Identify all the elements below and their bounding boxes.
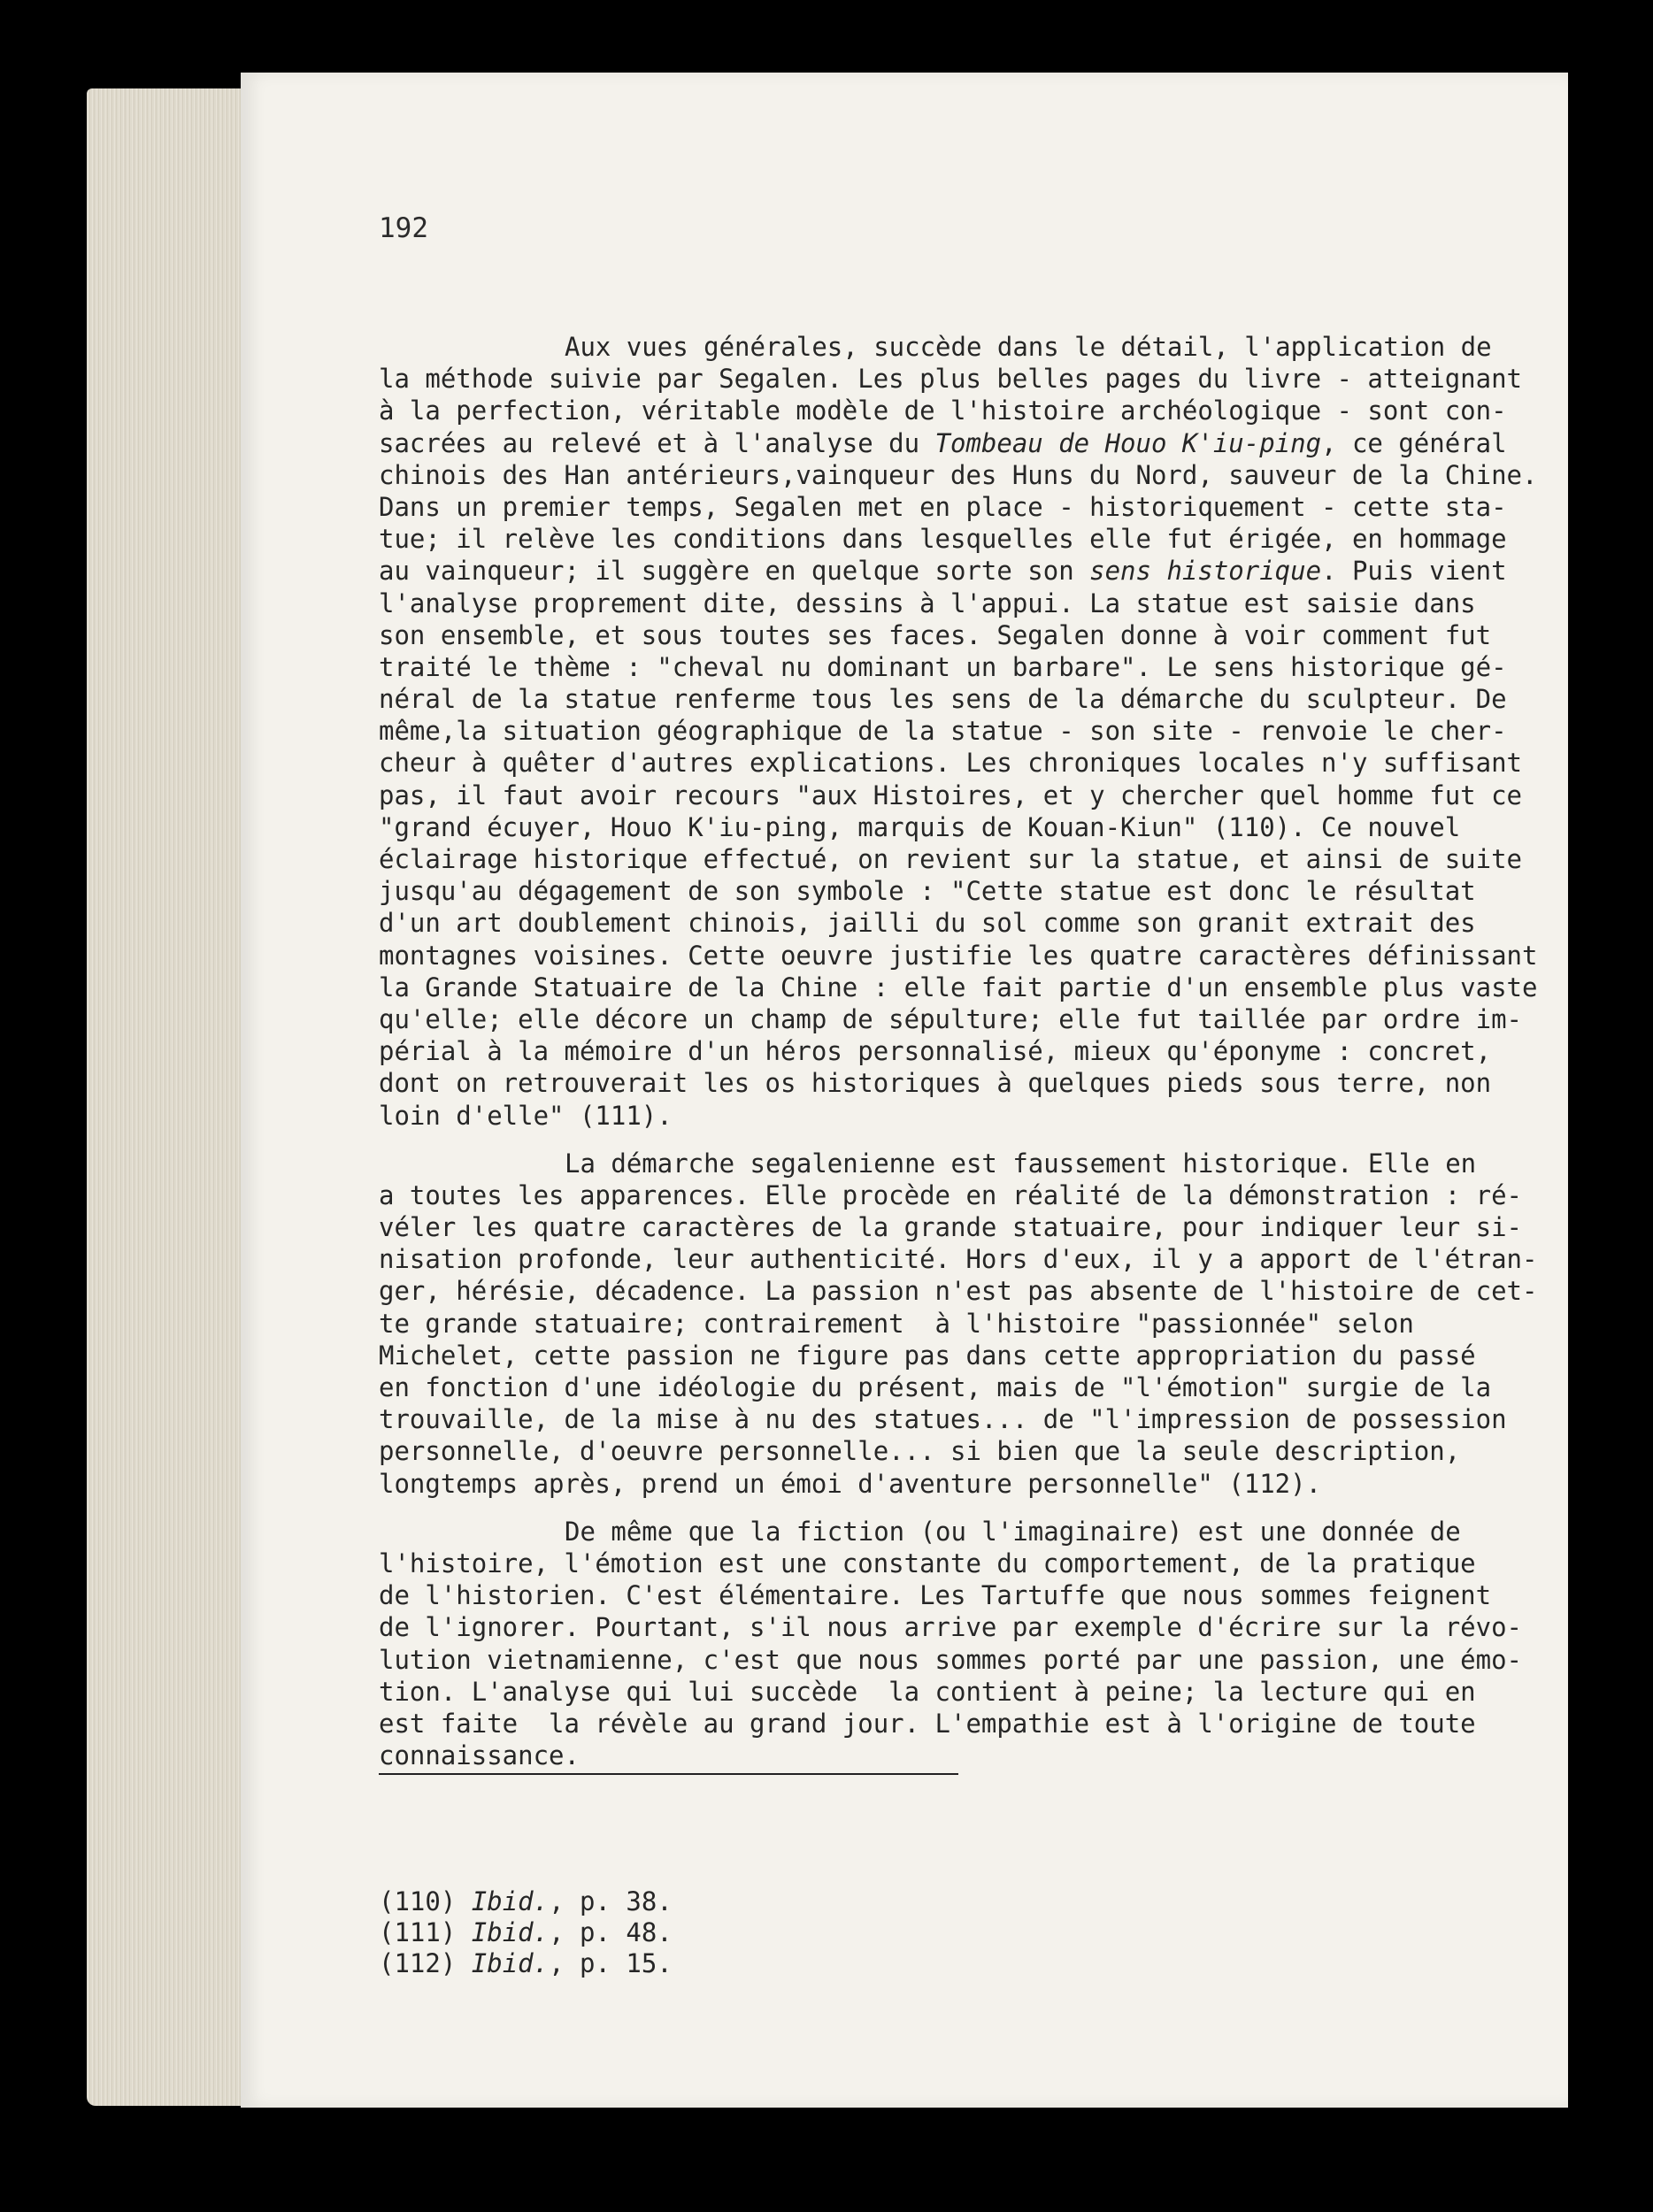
text-segment: . Puis vient [1321, 556, 1507, 587]
footnote-112 [379, 1948, 673, 1979]
italic-phrase: sens historique [1089, 556, 1322, 587]
footnote-page: , p. 38. [549, 1886, 673, 1916]
text-line: De même que la fiction (ou l'imaginaire) est une donnée de [565, 1516, 1461, 1547]
text-segment: sacrées au relevé et à l'analyse du [379, 427, 935, 458]
text-line: néral de la statue renferme tous les sens de la démarche du sculpteur. De [379, 684, 1507, 715]
footnote-page: , p. 15. [549, 1948, 673, 1978]
footnote-page: , p. 48. [549, 1917, 673, 1947]
text-line: tue; il relève les conditions dans lesquelles elle fut érigée, en hommage [379, 524, 1507, 555]
text-line: à la perfection, véritable modèle de l'histoire archéologique - sont con- [379, 396, 1507, 426]
text-line: pas, il faut avoir recours "aux Histoires, et y chercher quel homme fut ce [379, 780, 1523, 810]
text-line: chinois des Han antérieurs,vainqueur des Huns du Nord, sauveur de la Chine. [379, 459, 1538, 490]
text-line: de l'ignorer. Pourtant, s'il nous arrive par exemple d'écrire sur la révo- [379, 1612, 1523, 1643]
footnote-rule [379, 1773, 958, 1775]
footnote-110 [379, 1886, 673, 1917]
footnote-number: (112) [379, 1948, 457, 1978]
text-line: traité le thème : "cheval nu dominant un barbare". Le sens historique gé- [379, 651, 1507, 682]
paragraph-2 [379, 1148, 1538, 1500]
text-segment: au vainqueur; il suggère en quelque sorte son [379, 556, 1090, 587]
text-line: tion. L'analyse qui lui succède la contient à peine; la lecture qui en [379, 1676, 1476, 1707]
text-line [379, 555, 1507, 587]
text-line: Michelet, cette passion ne figure pas dans cette appropriation du passé [379, 1340, 1476, 1371]
text-line: a toutes les apparences. Elle procède en réalité de la démonstration : ré- [379, 1179, 1523, 1210]
text-line: véler les quatre caractères de la grande statuaire, pour indiquer leur si- [379, 1212, 1523, 1243]
text-line: La démarche segalenienne est faussement historique. Elle en [565, 1148, 1477, 1179]
text-line: nisation profonde, leur authenticité. Hors d'eux, il y a apport de l'étran- [379, 1244, 1538, 1275]
page-number: 192 [379, 212, 428, 244]
text-line: de l'historien. C'est élémentaire. Les Tartuffe que nous sommes feignent [379, 1580, 1492, 1611]
text-line: l'analyse proprement dite, dessins à l'appui. La statue est saisie dans [379, 588, 1476, 618]
footnote-ref: Ibid. [471, 1917, 550, 1947]
text-line: est faite la révèle au grand jour. L'empathie est à l'origine de toute [379, 1708, 1476, 1739]
text-line: son ensemble, et sous toutes ses faces. Segalen donne à voir comment fut [379, 619, 1492, 650]
text-line: ger, hérésie, décadence. La passion n'est pas absente de l'histoire de cet- [379, 1276, 1538, 1307]
text-line: te grande statuaire; contrairement à l'histoire "passionnée" selon [379, 1308, 1414, 1339]
text-line: même,la situation géographique de la statue - son site - renvoie le cher- [379, 716, 1507, 747]
footnote-number: (110) [379, 1886, 457, 1916]
book-page [241, 73, 1568, 2108]
text-line: montagnes voisines. Cette oeuvre justifie les quatre caractères définissant [379, 940, 1538, 971]
text-line: trouvaille, de la mise à nu des statues... de "l'impression de possession [379, 1404, 1507, 1435]
text-line: en fonction d'une idéologie du présent, mais de "l'émotion" surgie de la [379, 1372, 1492, 1402]
text-line: d'un art doublement chinois, jailli du sol comme son granit extrait des [379, 908, 1476, 939]
text-line: l'histoire, l'émotion est une constante du comportement, de la pratique [379, 1548, 1476, 1578]
text-line [379, 427, 1507, 459]
footnote-ref: Ibid. [471, 1948, 550, 1978]
text-line: personnelle, d'oeuvre personnelle... si bien que la seule description, [379, 1436, 1461, 1467]
footnote-ref: Ibid. [471, 1886, 550, 1916]
text-line: cheur à quêter d'autres explications. Les chroniques locales n'y suffisant [379, 748, 1523, 779]
text-line: Dans un premier temps, Segalen met en place - historiquement - cette sta- [379, 491, 1507, 522]
paragraph-1 [379, 331, 1538, 1132]
text-line: connaissance. [379, 1740, 580, 1771]
footnote-111 [379, 1917, 673, 1948]
text-line: jusqu'au dégagement de son symbole : "Cette statue est donc le résultat [379, 876, 1476, 907]
italic-title: Tombeau de Houo K'iu-ping [934, 427, 1322, 458]
footnotes [379, 1886, 673, 1979]
footnote-number: (111) [379, 1917, 457, 1947]
body-text [379, 331, 1538, 1787]
text-line: "grand écuyer, Houo K'iu-ping, marquis de Kouan-Kiun" (110). Ce nouvel [379, 811, 1461, 842]
text-line: longtemps après, prend un émoi d'aventure personnelle" (112). [379, 1468, 1322, 1499]
text-segment: , ce général [1321, 427, 1507, 458]
text-line: lution vietnamienne, c'est que nous sommes porté par une passion, une émo- [379, 1644, 1523, 1675]
text-line: éclairage historique effectué, on revient sur la statue, et ainsi de suite [379, 844, 1523, 874]
text-line: qu'elle; elle décore un champ de sépulture; elle fut taillée par ordre im- [379, 1003, 1523, 1034]
paragraph-3 [379, 1516, 1523, 1772]
text-line: loin d'elle" (111). [379, 1100, 673, 1131]
text-line: la méthode suivie par Segalen. Les plus belles pages du livre - atteignant [379, 364, 1523, 395]
text-line: dont on retrouverait les os historiques à quelques pieds sous terre, non [379, 1068, 1492, 1099]
text-line: la Grande Statuaire de la Chine : elle fait partie d'un ensemble plus vaste [379, 972, 1538, 1002]
page-edges [87, 88, 255, 2106]
text-line: périal à la mémoire d'un héros personnalisé, mieux qu'éponyme : concret, [379, 1036, 1492, 1067]
text-line: Aux vues générales, succède dans le détail, l'application de [565, 332, 1492, 362]
